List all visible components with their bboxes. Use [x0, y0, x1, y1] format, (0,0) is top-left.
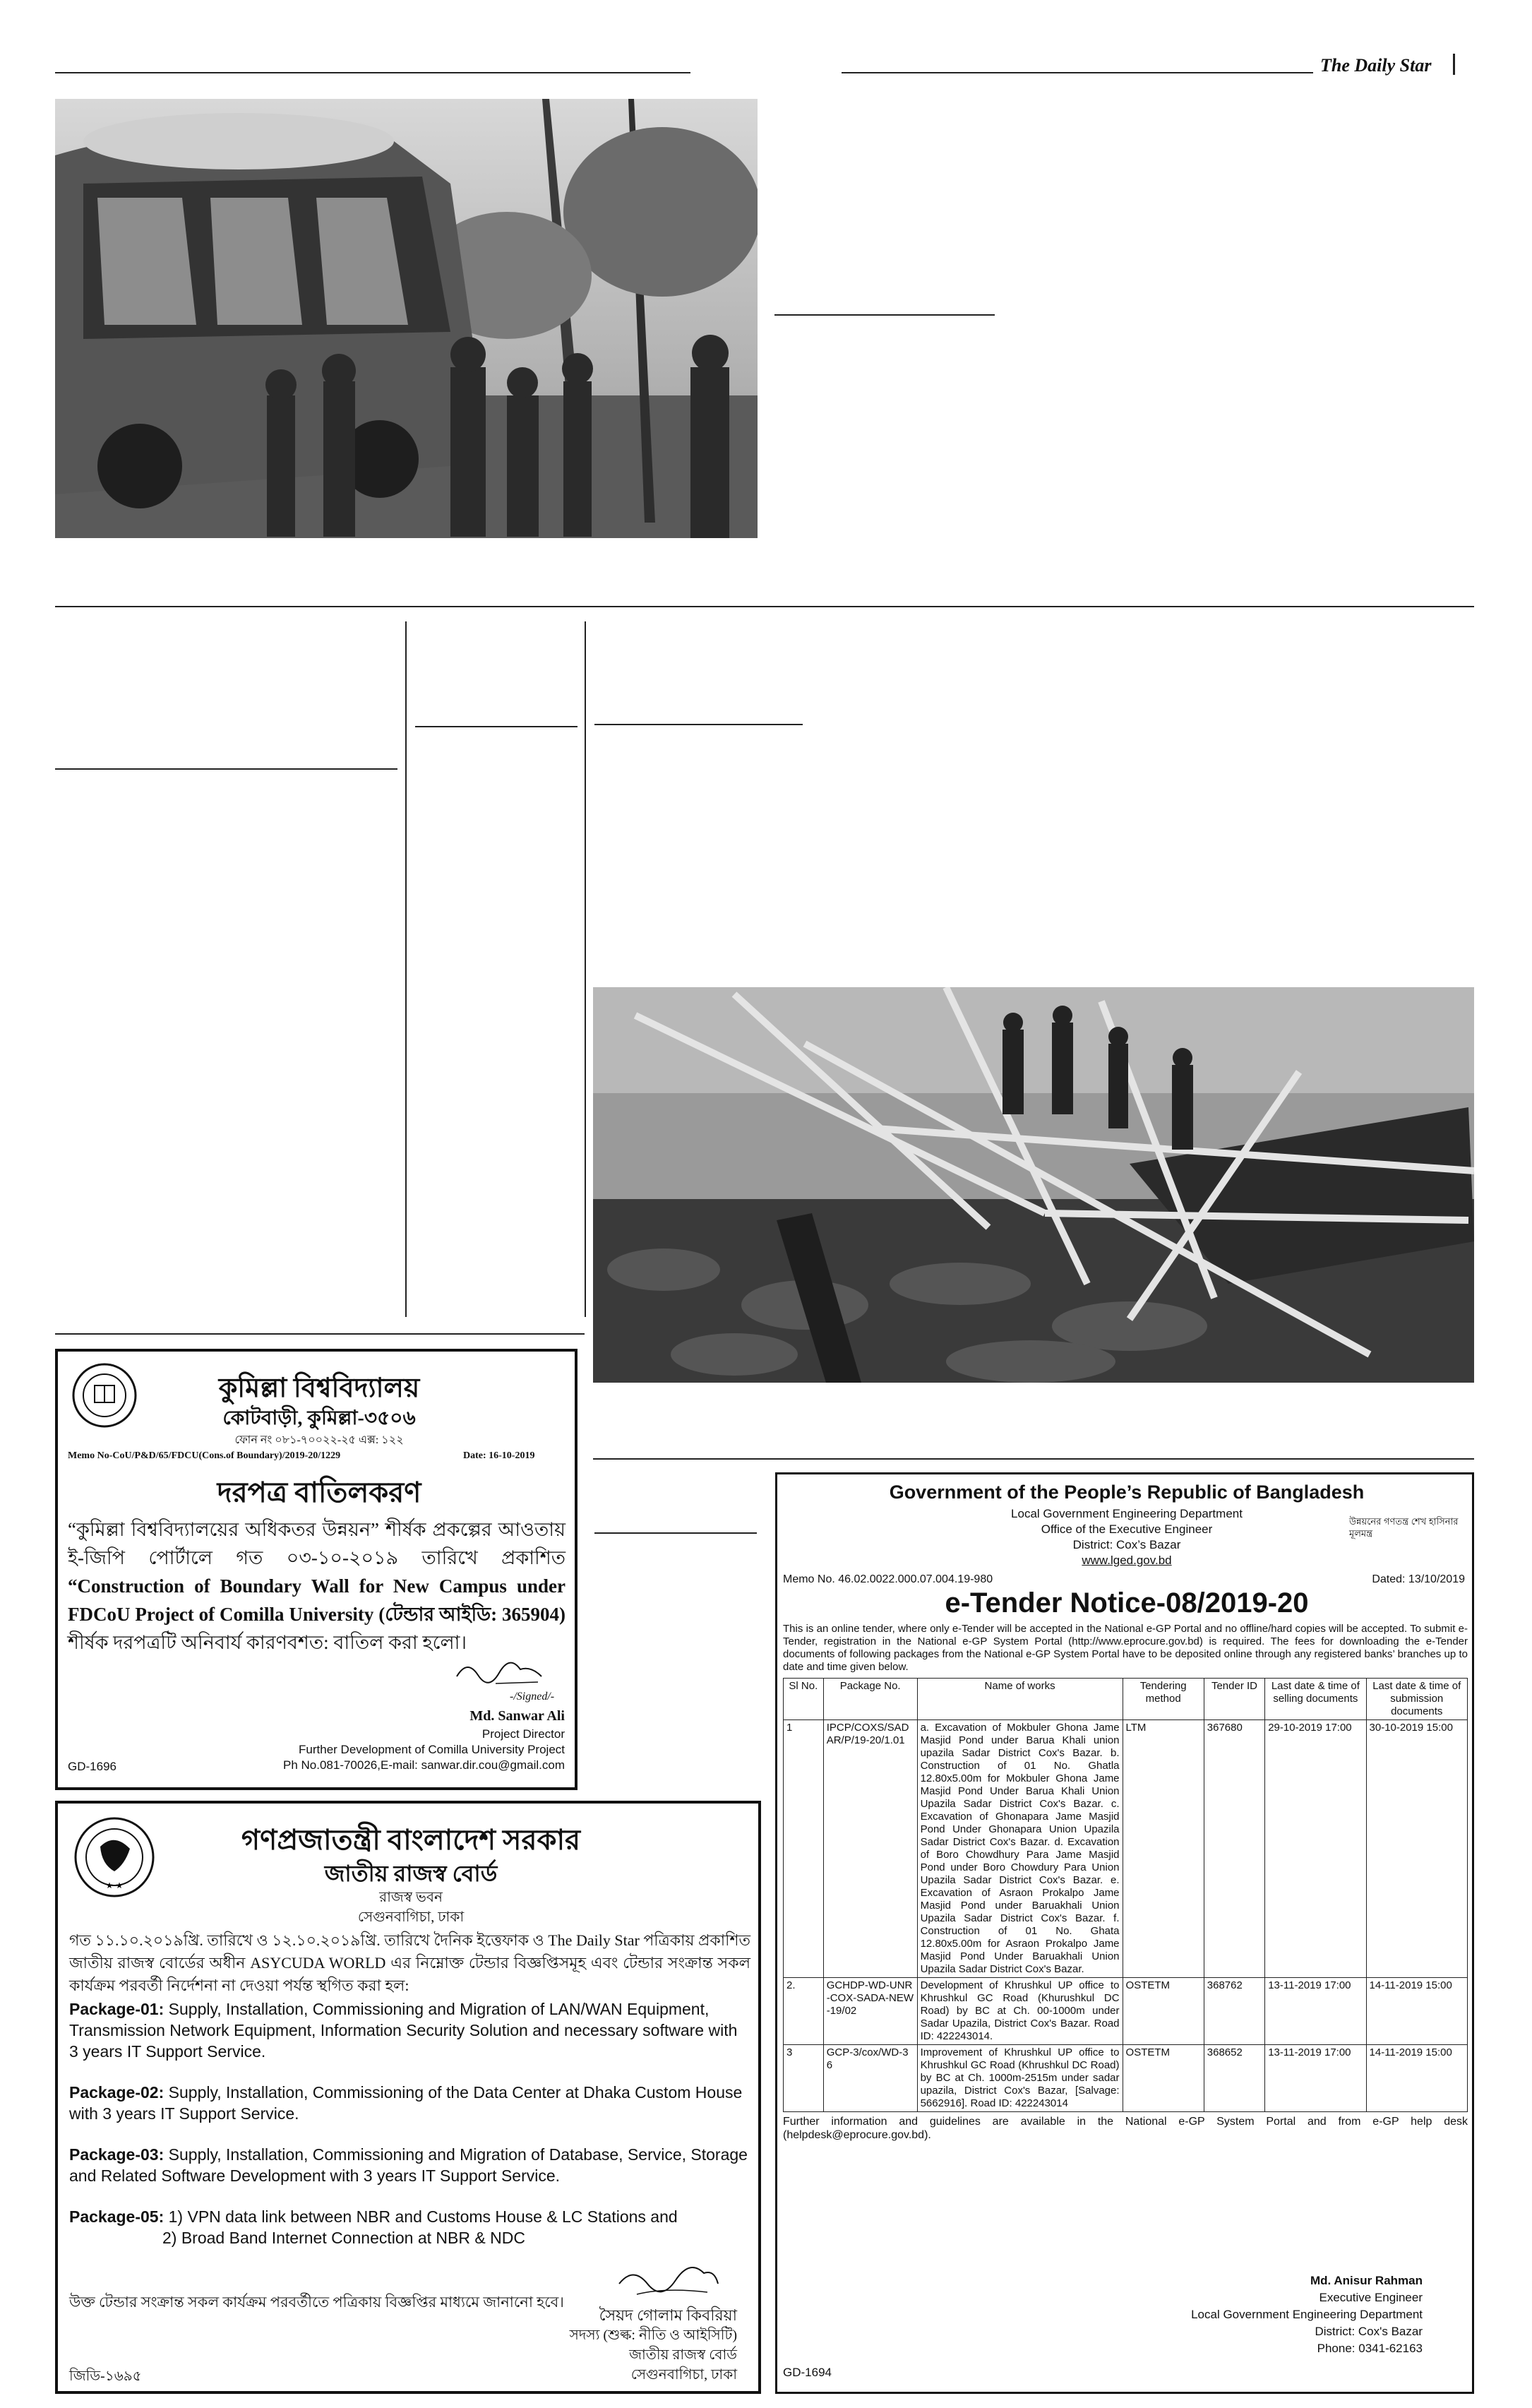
lged-office: Office of the Executive Engineer: [1041, 1522, 1213, 1536]
th-submission: Last date & time of submission documents: [1366, 1679, 1467, 1720]
th-sl: Sl No.: [784, 1679, 824, 1720]
cu-university-name: কুমিল্লা বিশ্ববিদ্যালয়: [218, 1373, 420, 1403]
lged-designation: Executive Engineer: [1319, 2291, 1423, 2304]
cu-signed: -/Signed/-: [510, 1691, 555, 1703]
nbr-signatory: সৈয়দ গোলাম কিবরিয়া: [599, 2306, 737, 2324]
cu-date: Date: 16-10-2019: [463, 1450, 535, 1461]
cu-address: কোটবাড়ী, কুমিল্লা-৩৫০৬: [222, 1407, 416, 1429]
lged-slogan: উন্নয়নের গণতন্ত্র শেখ হাসিনার মূলমন্ত্র: [1349, 1516, 1459, 1539]
lged-heading: e-Tender Notice-08/2019-20: [945, 1587, 1309, 1619]
lged-phone: Phone: 0341-62163: [1317, 2342, 1423, 2355]
package-label: Package-01:: [69, 2000, 164, 2018]
short-rule-col1: [55, 768, 397, 770]
bottom-rule-left: [55, 1333, 585, 1335]
cell-submission: 14-11-2019 15:00: [1366, 2045, 1467, 2112]
cu-signatory: Md. Sanwar Ali: [469, 1708, 565, 1724]
cu-body-1: “কুমিল্লা বিশ্ববিদ্যালয়ের অধিকতর উন্নয়ন” শীর্ষক প্রকল্পের আওতায় ই-জিপি পোর্টালে গত ০৩-১০-২০১৯ তারিখে প্রকাশিত: [68, 1519, 565, 1568]
column-rule-2: [585, 621, 586, 1317]
lged-district: District: Cox’s Bazar: [1072, 1538, 1181, 1551]
nbr-gd-code: জিডি-১৬৯৫: [69, 2368, 142, 2384]
table-row: [784, 2045, 1468, 2112]
nbr-package-3: [69, 2144, 750, 2186]
th-tender-id: Tender ID: [1204, 1679, 1264, 1720]
nbr-notice: [55, 1801, 761, 2394]
package-label: Package-05:: [69, 2207, 164, 2226]
cell-sl: 2.: [784, 1978, 824, 2045]
lged-date: Dated: 13/10/2019: [1372, 1573, 1465, 1585]
cell-sl: 1: [784, 1720, 824, 1978]
cu-gd-code: GD-1696: [68, 1760, 116, 1773]
cu-title: দরপত্র বাতিলকরণ: [217, 1477, 421, 1508]
package-text: Supply, Installation, Commissioning and Migration of Database, Service, Storage and Related Software Development with 3 years IT Support Service.: [69, 2145, 748, 2185]
package-text: 1) VPN data link between NBR and Customs House & LC Stations and: [168, 2207, 678, 2226]
th-works: Name of works: [917, 1679, 1123, 1720]
cell-selling: 13-11-2019 17:00: [1265, 2045, 1366, 2112]
lged-dept2: Local Government Engineering Department: [1191, 2308, 1423, 2321]
nbr-package-list: [69, 1998, 750, 2248]
cell-selling: 29-10-2019 17:00: [1265, 1720, 1366, 1978]
rule-under-photo2: [593, 1458, 1474, 1460]
cell-works: Development of Khrushkul UP office to Khrushkul GC Road (Khurushkul DC Road) by BC at Ch. 00-1000m under Sadar Upazila, District Cox's Bazar. Road ID: 422243014.: [917, 1978, 1123, 2045]
lged-gd-code: GD-1694: [783, 2366, 832, 2379]
nbr-location: সেগুনবাগিচা, ঢাকা: [357, 1909, 465, 1925]
cell-submission: 30-10-2019 15:00: [1366, 1720, 1467, 1978]
cu-body-3: (টেন্ডার আইডি: 365904): [378, 1604, 566, 1625]
lged-tender-table: [783, 1678, 1468, 2142]
lged-memo: Memo No. 46.02.0022.000.07.004.19-980: [783, 1573, 993, 1585]
table-header-row: [784, 1679, 1468, 1720]
lged-website[interactable]: www.lged.gov.bd: [1082, 1554, 1172, 1567]
cu-designation: Project Director: [481, 1727, 565, 1741]
bamboo-photo: [593, 987, 1474, 1383]
table-row: [784, 1978, 1468, 2045]
package-label: Package-03:: [69, 2145, 164, 2164]
lged-dept: Local Government Engineering Department: [1011, 1507, 1243, 1520]
cu-project: Further Development of Comilla University Project: [299, 1743, 565, 1756]
nbr-title: গণপ্রজাতন্ত্রী বাংলাদেশ সরকার: [241, 1824, 581, 1856]
nbr-bhaban: রাজস্ব ভবন: [379, 1890, 443, 1905]
cell-selling: 13-11-2019 17:00: [1265, 1978, 1366, 2045]
bus-photo: [55, 99, 758, 538]
signature-scribble-icon: [616, 2263, 722, 2301]
cell-works: a. Excavation of Mokbuler Ghona Jame Masjid Pond under Barua Khali union upazila Sadar District Cox's Bazar. b. Construction of 01 No. Ghatla 12.80x5.00m for Mokbuler Ghona Jame Masjid Pond Under Barua Khali Union Upazila Sadar District Cox's Bazar. c. Excavation of Ghonapara Jame Masjid Pond Under Ghonapara Union Upazila Sadar District Cox's Bazar. d. Excavation of Boro Chowdhury Para Jame Masjid Pond under Boro Chowdury Para Union Upazila Sadar District Cox's Bazar. e. Excavation of Asraon Prokalpo Jame Masjid Pond under Baruakhali Union Upazila Sadar District Cox's Bazar. f. Construction of 01 No. Ghata 12.80x5.00m for Asraon Prokalpo Jame Masjid Pond Under Baruakhali Union Upazila Sadar District Cox's Bazar.: [917, 1720, 1123, 1978]
column-rule-1: [405, 621, 407, 1317]
nbr-signature: [616, 2263, 722, 2301]
cell-method: OSTETM: [1123, 2045, 1204, 2112]
th-method: Tendering method: [1123, 1679, 1204, 1720]
nbr-closing: উক্ত টেন্ডার সংক্রান্ত সকল কার্যক্রম পরবর্তীতে পত্রিকায় বিজ্ঞপ্তির মাধ্যমে জানানো হবে।: [69, 2294, 564, 2311]
lged-footer-info: Further information and guidelines are available in the National e-GP System Portal and from e-GP help desk (helpdesk@eprocure.gov.bd).: [783, 2116, 1468, 2141]
package-text: Supply, Installation, Commissioning and Migration of LAN/WAN Equipment, Transmission Network Equipment, Information Security Solution and necessary software with 3 years IT Support Service.: [69, 2000, 738, 2061]
cu-body: [68, 1515, 565, 1657]
cell-package: GCP-3/cox/WD-36: [823, 2045, 917, 2112]
th-selling: Last date & time of selling documents: [1265, 1679, 1366, 1720]
bamboo-photo-illustration: [593, 987, 1474, 1383]
lged-district2: District: Cox's Bazar: [1315, 2325, 1423, 2338]
top-rule-left: [55, 72, 690, 73]
th-package: Package No.: [823, 1679, 917, 1720]
lged-title: Government of the People’s Republic of Bangladesh: [889, 1482, 1365, 1503]
cu-signature: [453, 1655, 545, 1691]
bus-photo-illustration: [55, 99, 758, 538]
nbr-intro: গত ১১.১০.২০১৯খ্রি. তারিখে ও ১২.১০.২০১৯খ্রি. তারিখে দৈনিক ইত্তেফাক ও The Daily Star পত্রিকায় প্রকাশিত জাতীয় রাজস্ব বোর্ডের অধীন ASYCUDA WORLD এর নিম্নোক্ত টেন্ডার বিজ্ঞপ্তিসমূহ এবং টেন্ডার সংক্রান্ত সকল কার্যক্রম পরবর্তী নির্দেশনা না দেওয়া পর্যন্ত স্থগিত করা হল:: [69, 1931, 750, 1994]
package-text: Supply, Installation, Commissioning of the Data Center at Dhaka Custom House with 3 years IT Support Service.: [69, 2083, 743, 2123]
nbr-location2: সেগুনবাগিচা, ঢাকা: [630, 2367, 737, 2383]
cell-sl: 3: [784, 2045, 824, 2112]
signature-scribble-icon: [453, 1655, 545, 1691]
lged-signatory: Md. Anisur Rahman: [1310, 2274, 1423, 2287]
short-rule-right-top: [774, 314, 995, 316]
cu-notice: [55, 1349, 578, 1790]
cell-package: IPCP/COXS/SADAR/P/19-20/1.01: [823, 1720, 917, 1978]
nbr-package-5: [69, 2206, 750, 2248]
table-row: [784, 1720, 1468, 1978]
cell-tender-id: 367680: [1204, 1720, 1264, 1978]
nbr-board2: জাতীয় রাজস্ব বোর্ড: [629, 2347, 737, 2363]
nbr-designation: সদস্য (শুল্ক: নীতি ও আইসিটি): [569, 2327, 737, 2343]
cell-tender-id: 368652: [1204, 2045, 1264, 2112]
cell-method: OSTETM: [1123, 1978, 1204, 2045]
cu-body-2: “Construction of Boundary Wall for New Campus under FDCoU Project of Comilla University: [68, 1575, 565, 1625]
lged-notice: [775, 1472, 1474, 2394]
section-divider: [55, 606, 1474, 607]
package5-line2: 2) Broad Band Internet Connection at NBR & NDC: [162, 2229, 525, 2247]
nbr-package-2: [69, 2082, 750, 2124]
cell-tender-id: 368762: [1204, 1978, 1264, 2045]
short-rule-mid: [594, 1532, 757, 1534]
cu-body-4: শীর্ষক দরপত্রটি অনিবার্য কারণবশত: বাতিল করা হলো।: [68, 1632, 467, 1653]
cell-works: Improvement of Khrushkul UP office to Khrushkul GC Road (Khrushkul DC Road) by BC at Ch. 1000m-2515m under sadar upazila, District Cox's Bazar, [Salvage: 5662916]. Road ID: 422243014: [917, 2045, 1123, 2112]
svg-text:★ ★: ★ ★: [105, 1880, 124, 1890]
cell-package: GCHDP-WD-UNR-COX-SADA-NEW-19/02: [823, 1978, 917, 2045]
cu-contact: Ph No.081-70026,E-mail: sanwar.dir.cou@gmail.com: [282, 1758, 565, 1772]
masthead-logo: The Daily Star: [1320, 55, 1432, 76]
cu-memo: Memo No-CoU/P&D/65/FDCU(Cons.of Boundary)/2019-20/1229: [68, 1450, 341, 1461]
top-rule-right: [842, 72, 1313, 73]
cell-method: LTM: [1123, 1720, 1204, 1978]
short-rule-col2: [415, 726, 578, 727]
masthead-bar: [1453, 54, 1455, 75]
package-label: Package-02:: [69, 2083, 164, 2102]
cu-phone: ফোন নং ০৮১-৭০০২২-২৫ এক্স: ১২২: [234, 1434, 404, 1446]
nbr-package-1: [69, 1998, 750, 2062]
short-rule-col3: [594, 724, 803, 725]
nbr-board: জাতীয় রাজস্ব বোর্ড: [324, 1861, 498, 1886]
lged-intro: This is an online tender, where only e-Tender will be accepted in the National e-GP Portal and no offline/hard copies will be accepted. To submit e-Tender, registration in the National e-GP System Portal (http://www.eprocure.gov.bd) is required. The fees for downloading the e-Tender documents of following packages from the National e-GP System Portal have to be deposited online through any registered banks’ branches up to date and time given below.: [783, 1623, 1468, 1673]
cell-submission: 14-11-2019 15:00: [1366, 1978, 1467, 2045]
